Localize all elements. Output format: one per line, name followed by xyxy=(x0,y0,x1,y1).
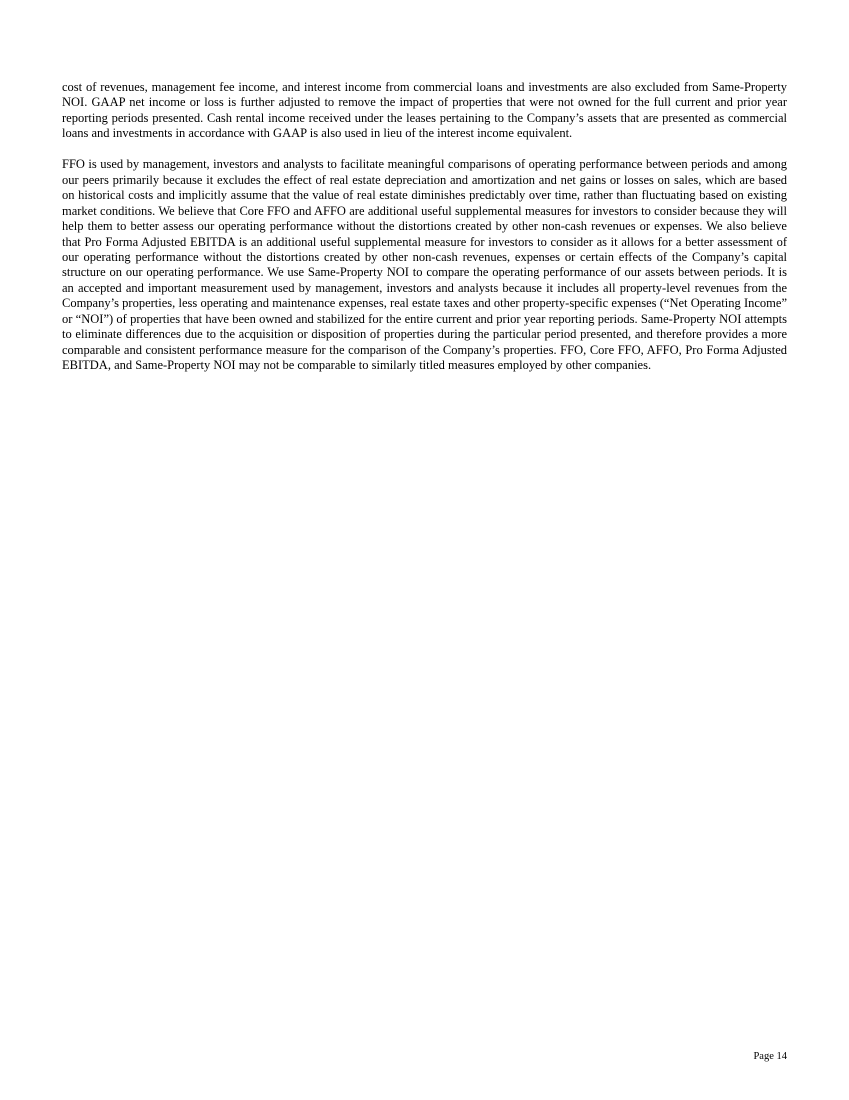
document-body xyxy=(62,80,787,374)
paragraph-ffo-usefulness: FFO is used by management, investors and analysts to facilitate meaningful comparisons of operating performance between periods and among our peers primarily because it excludes the effect of real estate depreciation and amortization and net gains or losses on sales, which are based on historical costs and implicitly assume that the value of real estate diminishes predictably over time, rather than fluctuating based on existing market conditions. We believe that Core FFO and AFFO are additional useful supplemental measures for investors to consider because they will help them to better assess our operating performance without the distortions created by other non-cash revenues or expenses. We also believe that Pro Forma Adjusted EBITDA is an additional useful supplemental measure for investors to consider as it allows for a better assessment of our operating performance without the distortions created by other non-cash revenues, expenses or certain effects of the Company’s capital structure on our operating performance. We use Same-Property NOI to compare the operating performance of our assets between periods. It is an accepted and important measurement used by management, investors and analysts because it includes all property-level revenues from the Company’s properties, less operating and maintenance expenses, real estate taxes and other property-specific expenses (“Net Operating Income” or “NOI”) of properties that have been owned and stabilized for the entire current and prior year reporting periods. Same-Property NOI attempts to eliminate differences due to the acquisition or disposition of properties during the particular period presented, and therefore provides a more comparable and consistent performance measure for the comparison of the Company’s properties. FFO, Core FFO, AFFO, Pro Forma Adjusted EBITDA, and Same-Property NOI may not be comparable to similarly titled measures employed by other companies. xyxy=(62,157,787,373)
page-number: Page 14 xyxy=(753,1051,787,1062)
paragraph-same-property-noi-adjustments: cost of revenues, management fee income, and interest income from commercial loans and investments are also excluded from Same-Property NOI. GAAP net income or loss is further adjusted to remove the impact of properties that were not owned for the full current and prior year reporting periods presented. Cash rental income received under the leases pertaining to the Company’s assets that are presented as commercial loans and investments in accordance with GAAP is also used in lieu of the interest income equivalent. xyxy=(62,80,787,141)
